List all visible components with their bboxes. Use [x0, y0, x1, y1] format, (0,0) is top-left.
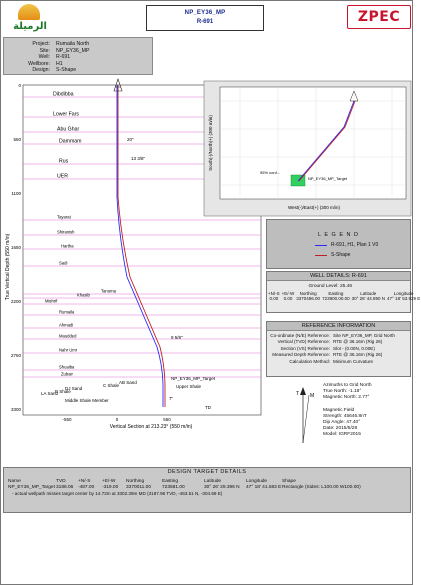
reference-value: RTE @ 36.16m (Rig 26) [333, 339, 383, 345]
formation-label: UER [57, 173, 68, 180]
legend-swatch [315, 245, 327, 246]
y-tick-label: 1650 [10, 245, 21, 250]
design-target-title: DESIGN TARGET DETAILS [167, 469, 247, 475]
well-details-panel [266, 271, 421, 313]
plan-y-axis-label: South(-)/North(+) (300 m/in) [208, 115, 213, 171]
x-ticks [62, 417, 171, 422]
y-tick-label: 550 [13, 137, 21, 142]
magnetic-north-arrow: M [310, 393, 315, 399]
y-ticks [11, 83, 22, 412]
table-cell: 0.00 [283, 296, 293, 301]
col-header: TVD [56, 479, 66, 484]
info-label: Well: [38, 54, 50, 61]
mag-line: Magnetic Field [323, 407, 355, 413]
page-subtitle: R-691 [196, 19, 214, 25]
mag-line: Magnetic North: 2.77° [323, 395, 370, 401]
table-cell: 3370496.00 [296, 296, 321, 301]
plan-target-label: NP_EY36_MP_Target [308, 176, 348, 181]
info-row [4, 67, 152, 74]
reference-row [267, 359, 410, 365]
target-note: - actual wellpath misses target center by 14.73m at 3302.39m MD (3187.96 TVD, -463.51 N, -304.69 E) [12, 491, 223, 496]
info-row [4, 61, 152, 68]
col-header: Shape [282, 479, 296, 484]
formation-label: Shuaiba [59, 364, 75, 370]
col-header: Northing [126, 479, 145, 484]
formation-label: Rus [59, 158, 69, 165]
page-title: NP_EY36_MP [184, 10, 226, 16]
legend-item [315, 242, 410, 248]
col-header: Longitude [246, 479, 268, 484]
y-tick-label: 2750 [10, 353, 21, 358]
y-tick-label: 3300 [10, 407, 21, 412]
info-value: R-691 [56, 54, 71, 61]
table-row [267, 296, 421, 301]
formation-label: Dammam [59, 138, 82, 145]
reference-key: Measured Depth Reference: [272, 352, 330, 358]
table-header: +N/-S [268, 291, 280, 296]
mag-line: Strength: 45646.8nT [323, 413, 367, 419]
info-row [4, 48, 152, 55]
reference-key: Co-ordinate (N/E) Reference: [270, 333, 330, 338]
middle-shale: Middle Shale Member [65, 398, 109, 403]
reference-title: REFERENCE INFORMATION [267, 322, 410, 331]
info-label: Design: [32, 67, 50, 74]
plan-view-plot [204, 81, 412, 217]
ground-level: Ground Level: 25.46 [308, 284, 352, 289]
table-header: Latitude [360, 291, 377, 296]
reference-key: Section (VS) Reference: [280, 345, 330, 351]
sun-emblem-icon [18, 4, 40, 20]
zpec-logo: ZPEC [347, 5, 411, 29]
legend-panel [266, 219, 411, 269]
c-shale: C Shale [103, 383, 120, 388]
legend-label: S-Shape [331, 252, 351, 258]
table-cell: 0.00 [269, 296, 279, 301]
plan-x-axis-label: West(-)/East(+) (300 m/in) [287, 205, 341, 210]
target-label: NP_EY36_MP_Target [171, 376, 216, 381]
col-header: +N/-S [78, 479, 91, 484]
y-tick-label: 1100 [11, 191, 21, 196]
table-cell: 47° 18' 53.929 E [387, 296, 421, 301]
formation-label: Shiranish [57, 229, 75, 235]
mag-line: Date: 2015/5/28 [323, 426, 358, 432]
legend-title: L E G E N D [317, 232, 360, 238]
info-value: NP_EY36_MP [56, 47, 90, 54]
logo-text: الرميلة [13, 21, 47, 32]
formation-label: Abu Ghar [57, 126, 80, 133]
col-header: +E/-W [102, 479, 116, 484]
info-label: Site: [39, 47, 50, 54]
legend-swatch [315, 255, 327, 256]
x-tick-label: -550 [62, 417, 72, 422]
mag-line: True North: -1.18° [323, 389, 362, 395]
cell: 3188.06 [56, 485, 74, 490]
casing-9: 9 5/8" [171, 335, 183, 340]
well-details-title: WELL DETAILS: R-691 [267, 272, 410, 281]
casing-20: 20" [127, 137, 134, 142]
legend-item [315, 252, 410, 258]
reference-value: Site NP_EY36_MP, Grid North [333, 333, 395, 338]
table-header: Easting [328, 291, 344, 296]
x-tick-label: 0 [115, 417, 119, 422]
dj-sand: DJ Sand [65, 386, 83, 391]
b-shale: B Shale [55, 389, 71, 394]
la-sand: LA Sand [41, 391, 59, 396]
cone-label: 95% conf... [260, 170, 281, 175]
true-north-arrow: T [296, 391, 300, 397]
ab-sand: AB Sand [119, 380, 137, 385]
reference-value: RTE @ 36.16m (Rig 26) [333, 352, 383, 358]
table-header: Longitude [393, 291, 414, 296]
mag-line: Model: IGRF2015 [323, 432, 361, 438]
x-tick-label: 550 [163, 417, 171, 422]
table-cell: 723900.00.00 [322, 296, 350, 301]
col-header: Latitude [204, 479, 222, 484]
reference-key: Calculation Method: [289, 358, 330, 364]
title-box [146, 5, 264, 31]
cell: 3370011.00 [126, 485, 151, 490]
formation-label: Nahr Umr [59, 347, 78, 353]
well-info-box [3, 37, 153, 75]
casing-13: 13 3/8" [131, 156, 146, 161]
info-label: Project: [32, 41, 50, 47]
reference-value: Slot - (0.00N, 0.00E) [333, 345, 375, 351]
y-tick-label: 0 [18, 83, 21, 88]
reference-value: Minimum Curvature [333, 358, 374, 364]
cell: 30° 26' 29.396 N [204, 485, 240, 490]
formation-label: Maudded [59, 333, 77, 339]
formation-label: Hartha [61, 243, 74, 249]
y-axis-label: True Vertical Depth (550 m/in) [5, 233, 11, 301]
upper-shale: Upper Shale [176, 384, 202, 389]
magnetic-info [323, 383, 411, 459]
formation-label: Ahmadi [59, 322, 74, 328]
mag-line: Azimuths to Grid North [323, 383, 372, 388]
design-target-row [4, 485, 410, 490]
info-value: S-Shape [56, 67, 77, 74]
formation-label: Tayarat [57, 214, 71, 220]
table-header: +E/-W [281, 291, 295, 296]
col-header: Easting [162, 479, 178, 484]
info-value: Rumaila North [56, 41, 90, 47]
rumaila-logo [4, 4, 56, 36]
cell: 723581.00 [162, 485, 185, 490]
formation-label: Dibdibba [53, 91, 74, 98]
formation-label: Khasib [77, 292, 90, 298]
td-label: TD [205, 405, 211, 410]
legend-label: R-691, H1, Plan 1 V0 [331, 242, 379, 248]
mag-line: Dip Angle: 47.40° [323, 420, 361, 426]
x-axis-label: Vertical Section at 213.23° (550 m/in) [109, 424, 193, 430]
reference-panel [266, 321, 411, 377]
casing-7: 7" [169, 396, 174, 401]
info-row [4, 54, 152, 61]
design-target-panel [3, 467, 411, 513]
col-header: Name [8, 479, 21, 484]
well-details-table [267, 291, 421, 301]
formation-label: Tanuma [101, 288, 116, 294]
formation-label: Lower Fars [53, 111, 79, 118]
cell: -487.00 [78, 485, 95, 490]
reference-key: Vertical (TVD) Reference: [277, 339, 330, 345]
north-arrow-icon [285, 385, 321, 447]
cell: Rectangle (Sides: L100.00 W100.00) [282, 485, 361, 490]
formation-label: Sadi [59, 260, 68, 266]
info-row [4, 41, 152, 48]
formation-label: Mishrif [45, 298, 58, 304]
formation-label: Zubair [61, 371, 73, 377]
info-value: H1 [56, 60, 63, 67]
cell: -319.00 [102, 485, 119, 490]
formation-label: Rumaila [59, 309, 75, 315]
table-cell: 30° 26' 44.890 N [351, 296, 386, 301]
cell: NP_EY36_MP_Target [8, 485, 55, 490]
y-tick-label: 2200 [10, 299, 21, 304]
design-target-headers [4, 479, 410, 484]
info-label: Wellbore: [28, 60, 50, 67]
cell: 47° 18' 41.583 E [246, 485, 282, 490]
table-header: Northing [299, 291, 317, 296]
